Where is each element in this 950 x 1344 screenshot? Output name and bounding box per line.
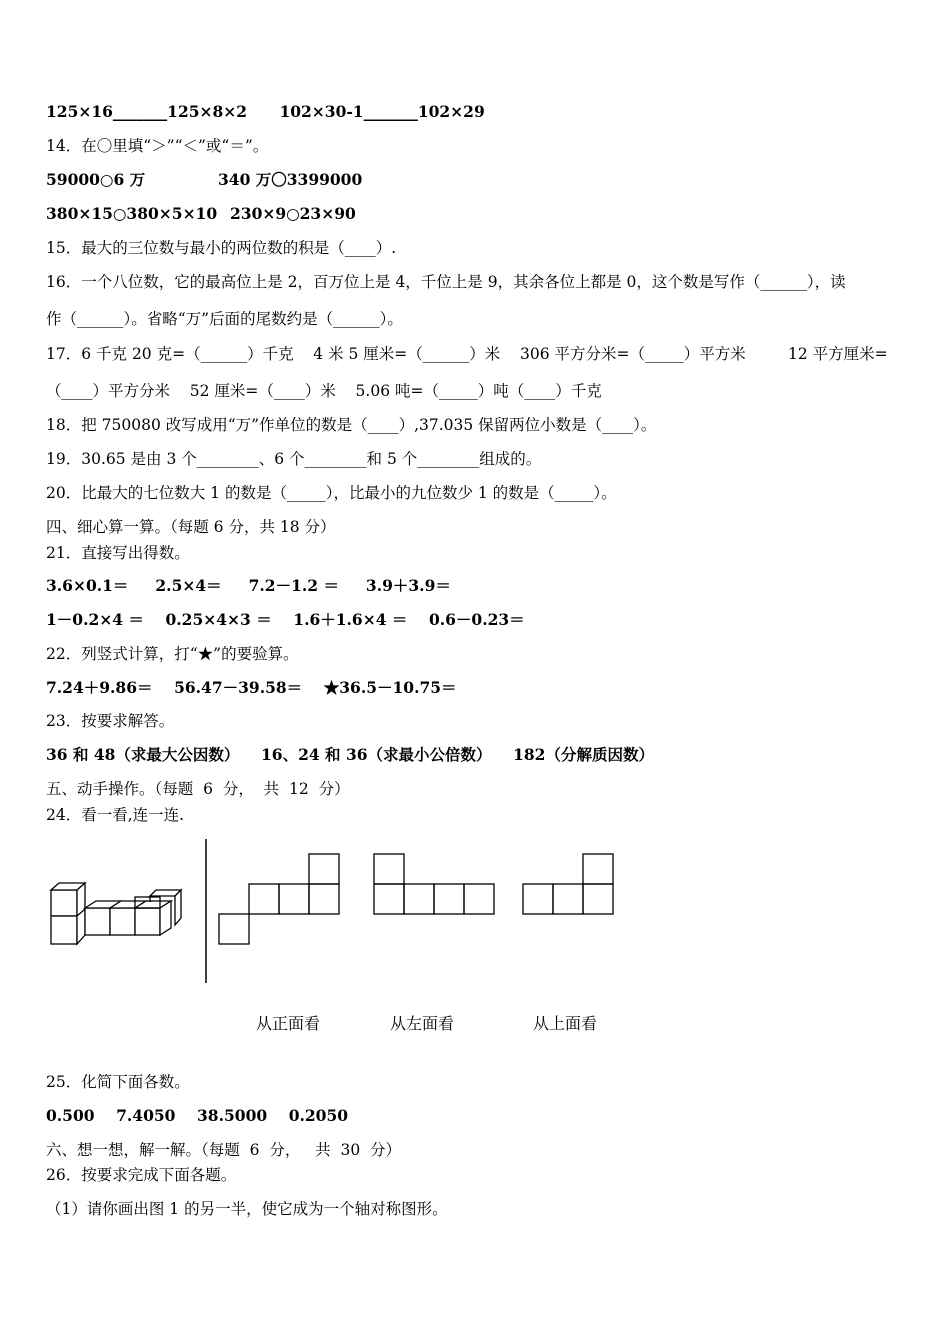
view-shape-c — [523, 854, 613, 914]
q25-title: 25．化简下面各数。 — [46, 1073, 190, 1091]
q23-row: 36 和 48（求最大公因数） 16、24 和 36（求最小公倍数） 182（分解质因数） — [46, 745, 654, 764]
q25-row: 0.500 7.4050 38.5000 0.2050 — [46, 1106, 349, 1125]
q21-row-2: 1－0.2×4 ＝ 0.25×4×3 ＝ 1.6＋1.6×4 ＝ 0.6－0.23＝ — [46, 610, 525, 629]
section-6-heading: 六、想一想，解一解。（每题 6 分， 共 30 分） — [46, 1141, 402, 1159]
q21-row-1: 3.6×0.1＝ 2.5×4＝ 7.2－1.2 ＝ 3.9＋3.9＝ — [46, 576, 451, 595]
q22-row: 7.24＋9.86＝ 56.47－39.58＝ ★36.5－10.75＝ — [46, 678, 457, 697]
q18: 18．把 750080 改写成用“万”作单位的数是（____）,37.035 保留两位小数是（____）。 — [46, 416, 657, 434]
q16-line-1: 16．一个八位数，它的最高位上是 2，百万位上是 4，千位上是 9，其余各位上都是 0，这个数是写作（______），读 — [46, 273, 846, 291]
caption-front-view: 从正面看 — [256, 1014, 321, 1033]
section-5-heading: 五、动手操作。（每题 6 分， 共 12 分） — [46, 780, 350, 798]
cube-solid-3d — [51, 883, 181, 944]
view-shape-a — [219, 854, 339, 944]
view-shape-b — [374, 854, 494, 914]
q24-figure — [40, 835, 660, 995]
q17-line-1: 17．6 千克 20 克=（______）千克 4 米 5 厘米=（______）米 306 平方分米=（_____）平方米 — [46, 345, 746, 363]
q13-compare-line: 125×16_______125×8×2 102×30-1_______102×29 — [46, 102, 485, 121]
q14-title: 14．在〇里填“＞”“＜”或“＝”。 — [46, 137, 269, 155]
caption-top-view: 从上面看 — [533, 1014, 598, 1033]
q14-item-1: 59000○6 万 — [46, 170, 146, 189]
q21-title: 21．直接写出得数。 — [46, 544, 190, 562]
section-4-heading: 四、细心算一算。（每题 6 分，共 18 分） — [46, 518, 336, 536]
q19: 19．30.65 是由 3 个________、6 个________和 5 个________组成的。 — [46, 450, 542, 468]
q15: 15．最大的三位数与最小的两位数的积是（____）. — [46, 239, 397, 257]
q14-item-4: 230×9○23×90 — [230, 204, 356, 223]
q17-line-1-end: 12 平方厘米= — [788, 345, 888, 363]
q17-line-2: （____）平方分米 52 厘米=（____）米 5.06 吨=（_____）吨（____）千克 — [46, 382, 602, 400]
q14-item-2: 340 万〇3399000 — [218, 170, 363, 189]
q16-line-2: 作（______）。省略“万”后面的尾数约是（______）。 — [46, 310, 403, 328]
q26-part-1: （1）请你画出图 1 的另一半，使它成为一个轴对称图形。 — [46, 1200, 448, 1218]
q22-title: 22．列竖式计算，打“★”的要验算。 — [46, 645, 299, 663]
q26-title: 26．按要求完成下面各题。 — [46, 1166, 237, 1184]
q20: 20．比最大的七位数大 1 的数是（_____），比最小的九位数少 1 的数是（_____）。 — [46, 484, 617, 502]
q24-title: 24．看一看,连一连. — [46, 806, 185, 824]
caption-left-view: 从左面看 — [390, 1014, 455, 1033]
q14-item-3: 380×15○380×5×10 — [46, 204, 218, 223]
q23-title: 23．按要求解答。 — [46, 712, 175, 730]
